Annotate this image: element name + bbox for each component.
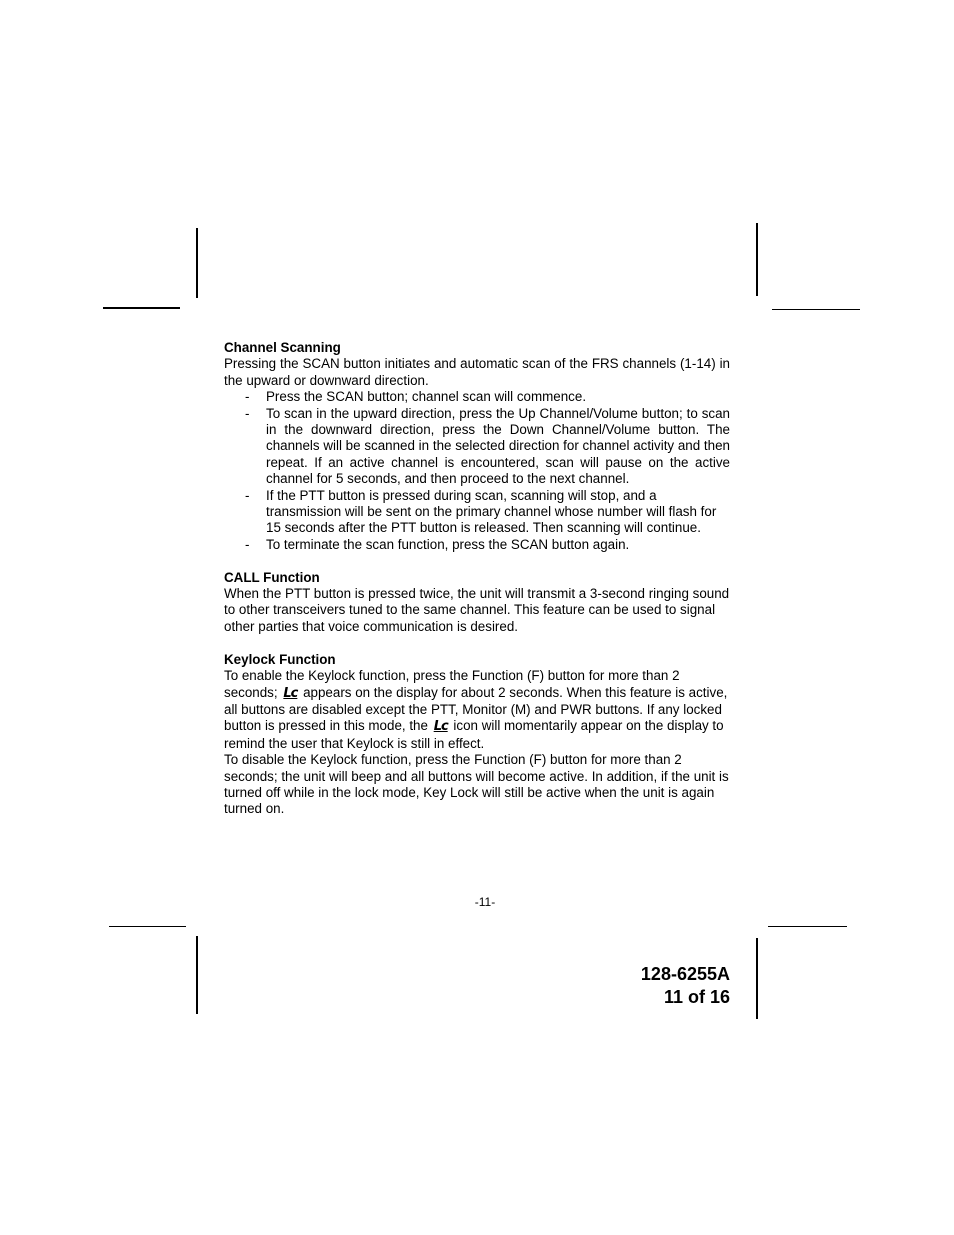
list-item-text: To terminate the scan function, press the SCAN button again.: [266, 536, 630, 552]
call-function-heading: CALL Function: [224, 569, 320, 585]
list-item: - If the PTT button is pressed during scan, scanning will stop, and a transmission will be sent on the primary channel whose number will flash for 15 seconds after the PTT button is released. Then scanning will continue.: [245, 487, 717, 536]
crop-mark-top-right-horizontal: [772, 309, 860, 310]
list-item: - To scan in the upward direction, press the Up Channel/Volume button; to scan in the downward direction, press the Down Channel/Volume button. The channels will be scanned in the selected direction for channel activity and then repeat. If an active channel is encountered, scan will pause on the active channel for 5 seconds, and then proceed to the next channel.: [245, 405, 730, 487]
keylock-function-heading: Keylock Function: [224, 651, 336, 667]
list-item: - To terminate the scan function, press the SCAN button again.: [245, 536, 630, 552]
list-item: - Press the SCAN button; channel scan will commence.: [245, 389, 587, 405]
keylock-text: icon will momentarily appear on the display to remind the user that Keylock is still in effect.: [224, 718, 724, 751]
call-function-body: When the PTT button is pressed twice, the unit will transmit a 3-second ringing sound to other transceivers tuned to the same channel. This feature can be used to signal other parties that voice communication is desired.: [224, 586, 730, 634]
crop-mark-bottom-right-vertical: [756, 938, 758, 1019]
list-item-text: To scan in the upward direction, press the Up Channel/Volume button; to scan in the downward direction, press the Down Channel/Volume button. The channels will be scanned in the selected direction for channel activity and then repeat. If an active channel is encountered, scan will pause on the active channel for 5 seconds, and then proceed to the next channel.: [266, 405, 730, 487]
document-code-block: [641, 963, 730, 1009]
channel-scanning-intro: Pressing the SCAN button initiates and automatic scan of the FRS channels (1-14) in the upward or downward direction.: [224, 356, 730, 388]
keylock-text: To enable the Keylock function, press the Function (F) button for more than 2 seconds;: [224, 668, 680, 700]
keylock-paragraph-enable: [224, 668, 730, 752]
channel-scanning-list: [224, 389, 730, 553]
lc-lock-icon: Lc: [433, 719, 448, 735]
keylock-paragraph-disable: To disable the Keylock function, press the Function (F) button for more than 2 seconds; the unit will beep and all buttons will become active. In addition, if the unit is turned off while in the lock mode, Key Lock will still be active when the unit is again turned on.: [224, 752, 729, 817]
page-number: -11-: [474, 895, 496, 909]
crop-mark-bottom-left-horizontal: [109, 926, 186, 927]
document-code: 128-6255A: [640, 964, 730, 984]
crop-mark-bottom-left-vertical: [196, 936, 198, 1014]
channel-scanning-heading: Channel Scanning: [224, 340, 341, 355]
page-count: 11 of 16: [663, 987, 730, 1007]
lc-lock-icon: Lc: [283, 685, 298, 701]
crop-mark-top-left-vertical: [196, 228, 198, 298]
list-item-text: If the PTT button is pressed during scan, scanning will stop, and a transmission will be sent on the primary channel whose number will flash for 15 seconds after the PTT button is released. Then scanning will continue.: [266, 487, 717, 536]
keylock-text: appears on the display for about 2 seconds. When this feature is active, all buttons are disabled except the PTT, Monitor (M) and PWR buttons. If any locked button is pressed in this mode, the: [224, 684, 728, 734]
crop-mark-bottom-right-horizontal: [768, 926, 847, 927]
page-content: [224, 340, 730, 818]
list-item-text: Press the SCAN button; channel scan will commence.: [266, 389, 587, 405]
crop-mark-top-right-vertical: [756, 223, 758, 296]
crop-mark-top-left-horizontal: [103, 307, 180, 309]
